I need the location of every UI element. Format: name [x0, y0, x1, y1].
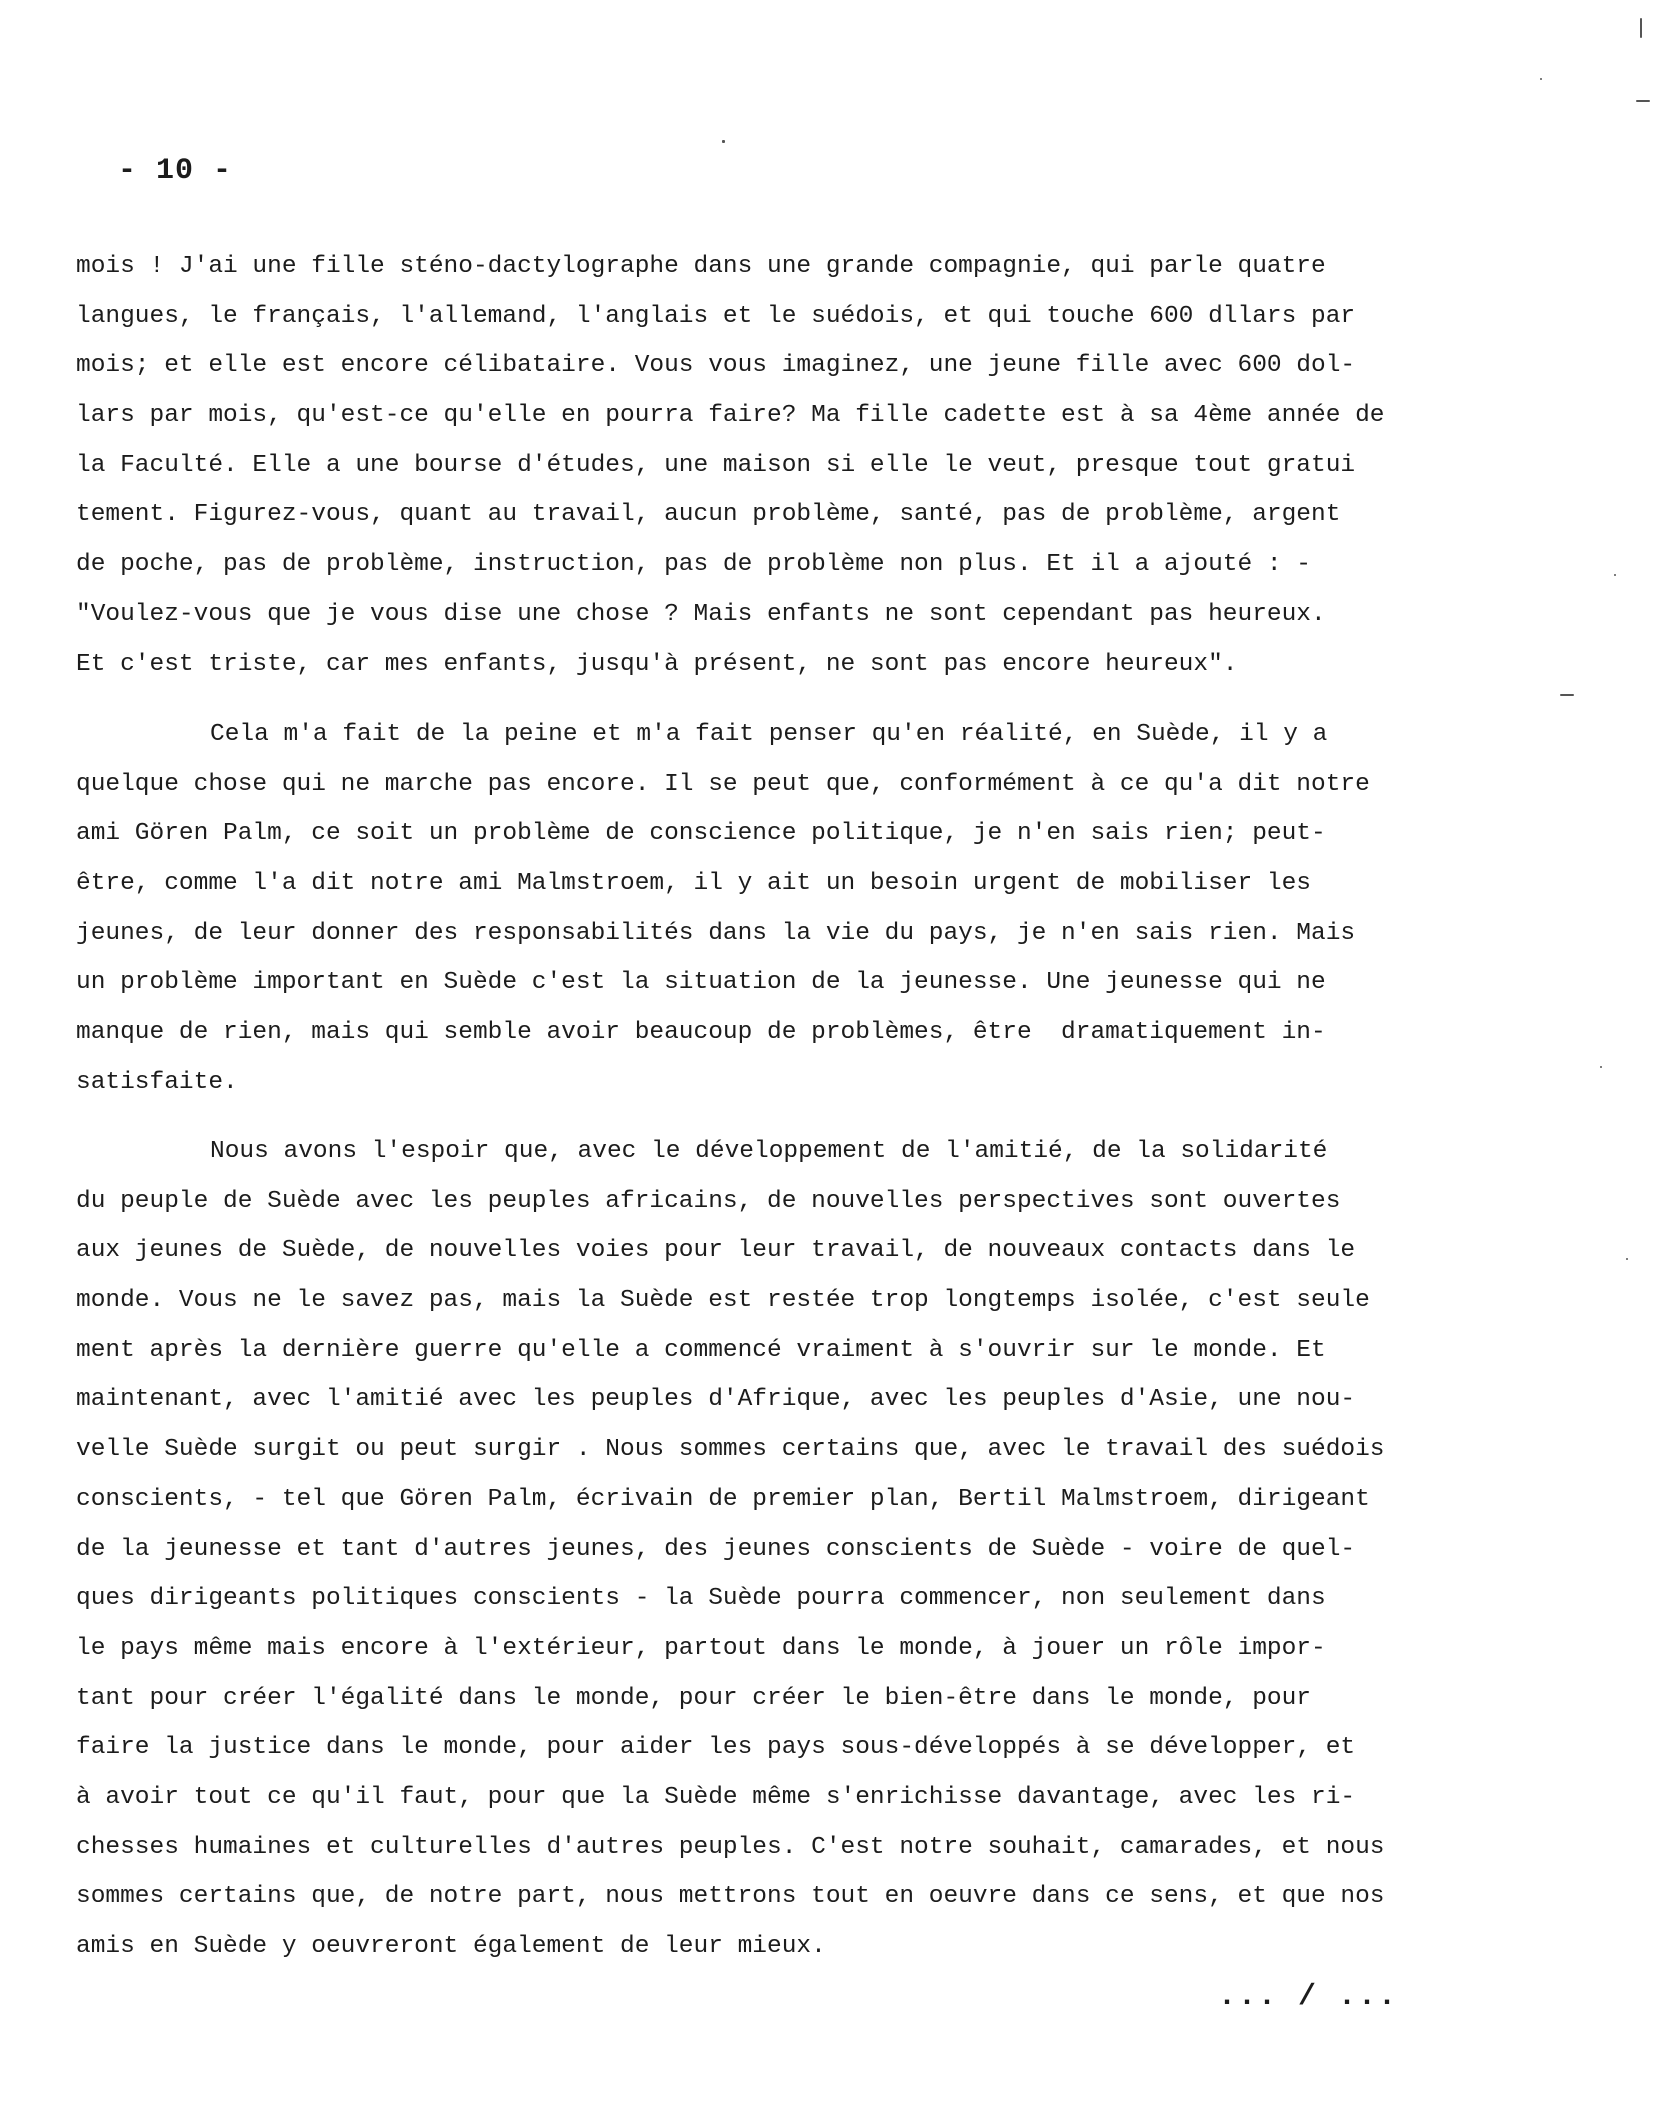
scan-speck: [1560, 694, 1574, 696]
scan-speck: [1540, 78, 1542, 80]
text-line: de la jeunesse et tant d'autres jeunes, des jeunes conscients de Suède - voire de quel-: [76, 1535, 1356, 1563]
text-line: quelque chose qui ne marche pas encore. Il se peut que, conformément à ce qu'a dit notre: [76, 770, 1370, 798]
text-line: de poche, pas de problème, instruction, pas de problème non plus. Et il a ajouté : -: [76, 551, 1312, 579]
text-line: jeunes, de leur donner des responsabilités dans la vie du pays, je n'en sais rien. Mais: [76, 919, 1356, 947]
text-line: chesses humaines et culturelles d'autres peuples. C'est notre souhait, camarades, et nous: [76, 1833, 1385, 1861]
text-line: du peuple de Suède avec les peuples africains, de nouvelles perspectives sont ouvertes: [76, 1187, 1341, 1215]
text-line: à avoir tout ce qu'il faut, pour que la Suède même s'enrichisse davantage, avec les ri-: [76, 1783, 1356, 1811]
continuation-marker: ... / ...: [1217, 1980, 1398, 2014]
scan-speck: [1614, 574, 1616, 576]
text-line: maintenant, avec l'amitié avec les peuples d'Afrique, avec les peuples d'Asie, une nou-: [76, 1386, 1356, 1414]
text-line: satisfaite.: [76, 1068, 238, 1096]
page-number: - 10 -: [118, 154, 233, 188]
text-line: amis en Suède y oeuvreront également de leur mieux.: [76, 1933, 826, 1960]
scan-speck: [1626, 1258, 1628, 1260]
text-line: velle Suède surgit ou peut surgir . Nous sommes certains que, avec le travail des suédois: [76, 1436, 1385, 1464]
scan-speck: [1636, 100, 1650, 102]
text-line: manque de rien, mais qui semble avoir beaucoup de problèmes, être dramatiquement in-: [76, 1019, 1326, 1047]
text-line: Nous avons l'espoir que, avec le développement de l'amitié, de la solidarité: [210, 1138, 1328, 1165]
scan-speck: [722, 140, 725, 143]
text-line: la Faculté. Elle a une bourse d'études, une maison si elle le veut, presque tout gratui: [76, 451, 1356, 479]
text-line: monde. Vous ne le savez pas, mais la Suède est restée trop longtemps isolée, c'est seule: [76, 1287, 1370, 1315]
text-line: tant pour créer l'égalité dans le monde, pour créer le bien-être dans le monde, pour: [76, 1684, 1312, 1712]
text-line: tement. Figurez-vous, quant au travail, aucun problème, santé, pas de problème, argent: [76, 501, 1341, 529]
text-line: être, comme l'a dit notre ami Malmstroem, il y ait un besoin urgent de mobiliser les: [76, 870, 1312, 898]
paragraph-3: [76, 1127, 1496, 1972]
text-line: aux jeunes de Suède, de nouvelles voies pour leur travail, de nouveaux contacts dans le: [76, 1237, 1356, 1265]
text-line: ques dirigeants politiques conscients - la Suède pourra commencer, non seulement dans: [76, 1585, 1326, 1613]
text-line: lars par mois, qu'est-ce qu'elle en pourra faire? Ma fille cadette est à sa 4ème année de: [76, 402, 1385, 430]
paragraph-1: [76, 242, 1496, 689]
scan-speck: [1640, 18, 1642, 38]
text-line: "Voulez-vous que je vous dise une chose ? Mais enfants ne sont cependant pas heureux.: [76, 600, 1326, 628]
text-line: ment après la dernière guerre qu'elle a commencé vraiment à s'ouvrir sur le monde. Et: [76, 1336, 1326, 1364]
text-line: Cela m'a fait de la peine et m'a fait penser qu'en réalité, en Suède, il y a: [210, 721, 1328, 748]
text-line: le pays même mais encore à l'extérieur, partout dans le monde, à jouer un rôle impor-: [76, 1634, 1326, 1662]
text-line: langues, le français, l'allemand, l'anglais et le suédois, et qui touche 600 dllars par: [76, 302, 1356, 330]
text-line: conscients, - tel que Gören Palm, écrivain de premier plan, Bertil Malmstroem, dirigeant: [76, 1485, 1370, 1513]
paragraph-2: [76, 710, 1496, 1108]
text-line: mois; et elle est encore célibataire. Vous vous imaginez, une jeune fille avec 600 dol-: [76, 352, 1356, 380]
text-line: faire la justice dans le monde, pour aider les pays sous-développés à se développer, et: [76, 1734, 1356, 1762]
scan-speck: [1600, 1066, 1602, 1068]
text-line: Et c'est triste, car mes enfants, jusqu'à présent, ne sont pas encore heureux".: [76, 650, 1238, 678]
text-line: un problème important en Suède c'est la situation de la jeunesse. Une jeunesse qui ne: [76, 969, 1326, 997]
text-line: mois ! J'ai une fille sténo-dactylographe dans une grande compagnie, qui parle quatre: [76, 253, 1326, 280]
text-line: sommes certains que, de notre part, nous mettrons tout en oeuvre dans ce sens, et que nos: [76, 1883, 1385, 1911]
text-line: ami Gören Palm, ce soit un problème de conscience politique, je n'en sais rien; peut-: [76, 820, 1326, 848]
